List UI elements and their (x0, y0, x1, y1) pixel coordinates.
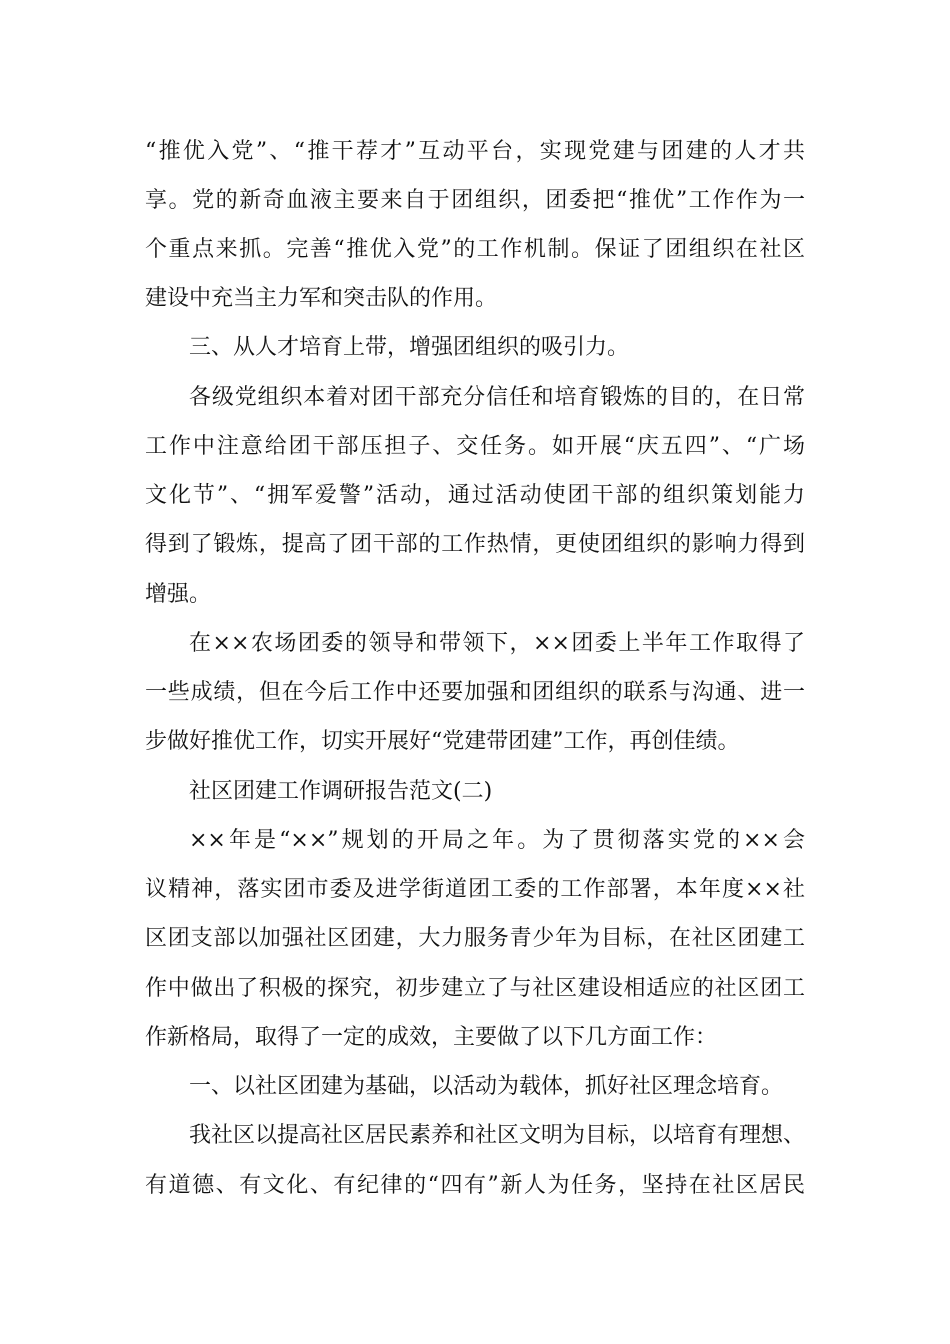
body-text-line: 增强。 (145, 582, 212, 607)
body-text-line: 一些成绩，但在今后工作中还要加强和团组织的联系与沟通、进一 (145, 680, 805, 705)
body-text-line: 工作中注意给团干部压担子、交任务。如开展“庆五四”、“广场 (145, 434, 805, 459)
section-heading: 一、以社区团建为基础，以活动为载体，抓好社区理念培育。 (189, 1074, 784, 1099)
body-text-line: 文化节”、“拥军爱警”活动，通过活动使团干部的组织策划能力 (145, 483, 805, 508)
article-title: 社区团建工作调研报告范文(二) (189, 779, 493, 804)
body-text-line: 作中做出了积极的探究，初步建立了与社区建设相适应的社区团工 (145, 976, 805, 1001)
body-text-line: 各级党组织本着对团干部充分信任和培育锻炼的目的，在日常 (189, 385, 805, 410)
body-text-line: “推优入党”、“推干荐才”互动平台，实现党建与团建的人才共 (145, 139, 805, 164)
body-text-line: 作新格局，取得了一定的成效，主要做了以下几方面工作： (145, 1025, 718, 1050)
body-text-line: 享。党的新奇血液主要来自于团组织，团委把“推优”工作作为一 (145, 188, 805, 213)
body-text-line: ××年是“××”规划的开局之年。为了贯彻落实党的××会 (189, 828, 805, 853)
body-text-line: 在××农场团委的领导和带领下，××团委上半年工作取得了 (189, 631, 805, 656)
body-text-line: 得到了锻炼，提高了团干部的工作热情，更使团组织的影响力得到 (145, 532, 805, 557)
body-text-line: 建设中充当主力军和突击队的作用。 (145, 286, 498, 311)
body-text-line: 个重点来抓。完善“推优入党”的工作机制。保证了团组织在社区 (145, 237, 805, 262)
body-text-line: 我社区以提高社区居民素养和社区文明为目标，以培育有理想、 (189, 1123, 806, 1148)
section-heading: 三、从人才培育上带，增强团组织的吸引力。 (189, 335, 630, 360)
body-text-line: 有道德、有文化、有纪律的“四有”新人为任务，坚持在社区居民 (145, 1173, 805, 1198)
body-text-line: 区团支部以加强社区团建，大力服务青少年为目标，在社区团建工 (145, 926, 805, 951)
body-text-line: 议精神，落实团市委及进学街道团工委的工作部署，本年度××社 (145, 877, 805, 902)
body-text-line: 步做好推优工作，切实开展好“党建带团建”工作，再创佳绩。 (145, 729, 740, 754)
